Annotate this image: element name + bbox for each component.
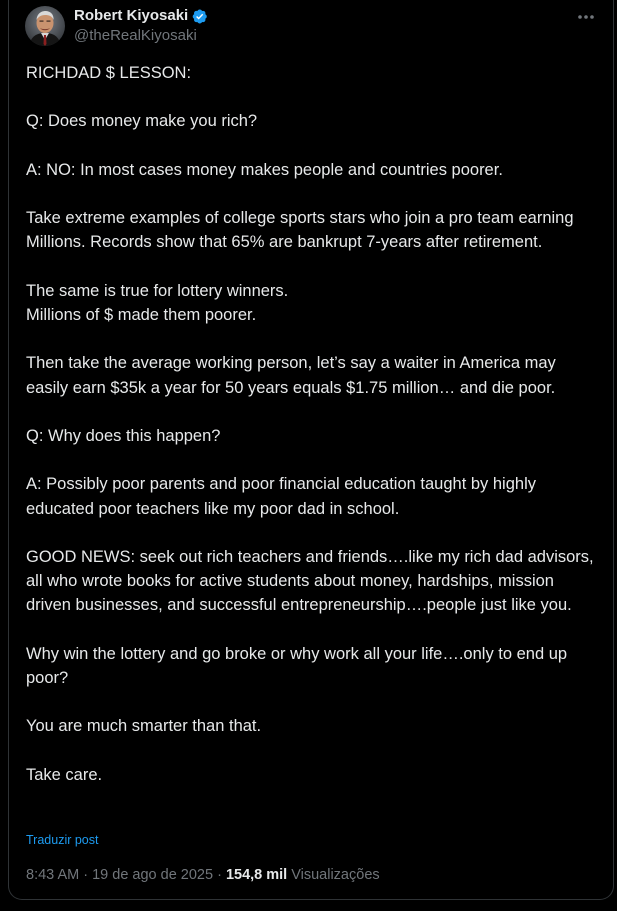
post-paragraph — [26, 472, 596, 520]
post-paragraph — [26, 158, 596, 182]
meta-separator: · — [213, 867, 226, 883]
post-paragraph — [26, 206, 596, 254]
more-horizontal-icon[interactable] — [573, 10, 599, 24]
post-line: Q: Why does this happen? — [26, 426, 221, 445]
post-line: Take care. — [26, 765, 103, 784]
post-time[interactable]: 8:43 AM — [26, 867, 80, 883]
post-line: RICHDAD $ LESSON: — [26, 64, 192, 82]
post-text — [26, 61, 596, 787]
post-line: The same is true for lottery winners. — [26, 281, 289, 300]
post-paragraph — [26, 279, 596, 327]
views-count[interactable]: 154,8 mil — [225, 867, 288, 883]
verified-badge-icon[interactable] — [191, 8, 208, 25]
translate-post-link[interactable]: Traduzir post — [26, 833, 99, 847]
post-line: Why win the lottery and go broke or why work all your life….only to end up poor? — [26, 644, 568, 687]
post-paragraph — [26, 351, 596, 399]
post-paragraph — [26, 109, 596, 133]
post-line: Millions of $ made them poorer. — [26, 305, 257, 324]
post-line: You are much smarter than that. — [26, 717, 262, 736]
post-paragraph — [26, 61, 596, 85]
author-names — [74, 6, 208, 46]
avatar[interactable] — [25, 6, 65, 46]
name-row — [74, 6, 208, 26]
post-line: Q: Does money make you rich? — [26, 112, 258, 131]
meta-separator: · — [79, 867, 93, 883]
post-line: A: NO: In most cases money makes people and countries poorer. — [26, 160, 503, 179]
post-paragraph — [26, 642, 596, 690]
post-date[interactable]: 19 de ago de 2025 — [92, 867, 214, 883]
post-paragraph — [26, 763, 596, 787]
post-meta — [26, 866, 380, 884]
author-name[interactable]: Robert Kiyosaki — [74, 7, 189, 24]
post-paragraph — [26, 714, 596, 738]
post-line: Take extreme examples of college sports stars who join a pro team earning Millions. Records show that 65% are bankrupt 7-years after retirement. — [26, 209, 574, 252]
post-paragraph — [26, 424, 596, 448]
post-line: A: Possibly poor parents and poor financial education taught by highly educated poor teachers like my poor dad in school. — [26, 475, 536, 518]
post-header — [25, 4, 208, 48]
views-label: Visualizações — [291, 867, 380, 883]
author-handle[interactable]: @theRealKiyosaki — [74, 27, 197, 44]
post-card — [8, 0, 614, 900]
post-paragraph — [26, 545, 596, 618]
post-line: Then take the average working person, let’s say a waiter in America may easily earn $35k a year for 50 years equals $1.75 million… and die poor. — [26, 354, 556, 397]
post-line: GOOD NEWS: seek out rich teachers and friends….like my rich dad advisors, all who wrote books for active students about money, hardships, mission driven businesses, and successful entrepreneurship….people just like you. — [26, 547, 594, 615]
